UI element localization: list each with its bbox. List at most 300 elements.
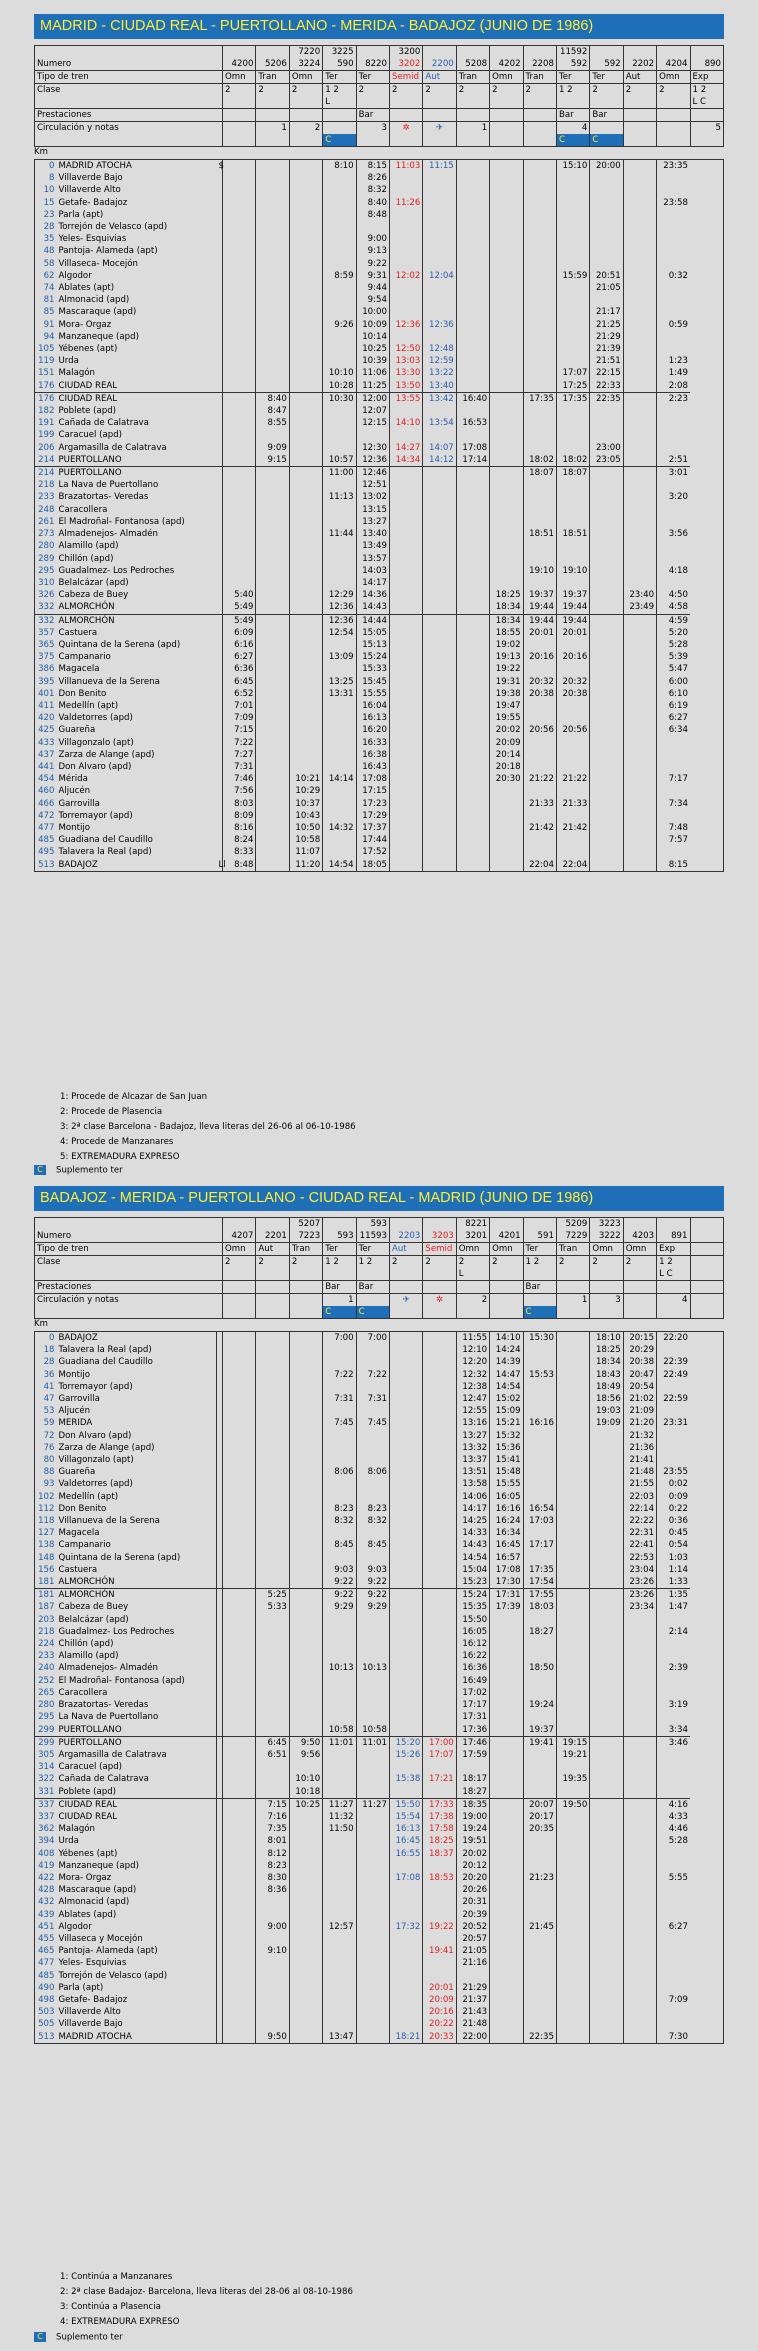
km-cell: 265 [38, 1687, 55, 1698]
time-cell [256, 737, 289, 749]
time-cell [556, 245, 589, 257]
time-cell: 16:05 [490, 1491, 523, 1503]
time-cell [657, 209, 690, 221]
time-cell [223, 1552, 256, 1564]
time-cell [523, 712, 556, 724]
time-cell [223, 1848, 256, 1860]
time-cell [389, 1786, 422, 1799]
time-cell [657, 1381, 690, 1393]
time-cell [256, 160, 289, 173]
time-cell [623, 627, 656, 639]
km-cell: 93 [43, 1479, 55, 1490]
time-cell [289, 1576, 322, 1589]
time-cell [356, 1675, 389, 1687]
time-cell: 14:03 [356, 565, 389, 577]
time-cell [456, 565, 489, 577]
num2-cell: 4203 [623, 1230, 656, 1243]
circ-cell: 4 [657, 1294, 690, 1307]
time-cell: 16:20 [356, 724, 389, 736]
time-cell [623, 1933, 656, 1945]
prest-cell [523, 109, 556, 122]
time-cell [556, 1711, 589, 1723]
time-cell [423, 663, 456, 675]
time-cell: 10:58 [289, 834, 322, 846]
time-cell [423, 1356, 456, 1368]
time-cell [289, 601, 322, 614]
time-cell [623, 810, 656, 822]
time-cell [389, 1527, 422, 1539]
time-cell [623, 294, 656, 306]
km-cell: 419 [38, 1860, 55, 1871]
time-cell [389, 1503, 422, 1515]
time-cell [423, 294, 456, 306]
time-cell [389, 172, 422, 184]
km-cell: 331 [38, 1786, 55, 1797]
table-row [35, 1430, 724, 1442]
station-name: Cañada de Calatrava [58, 418, 149, 429]
time-cell [223, 405, 256, 417]
time-cell: 18:34 [490, 614, 523, 627]
time-cell: 5:39 [657, 651, 690, 663]
clase2-cell [223, 96, 256, 109]
time-cell [356, 1650, 389, 1662]
km-cell: 332 [35, 614, 57, 627]
circ-cell [289, 1294, 322, 1307]
circ2-cell [690, 134, 724, 147]
time-cell: 20:02 [490, 724, 523, 736]
time-cell: 0:54 [657, 1539, 690, 1551]
time-cell: 12:02 [389, 270, 422, 282]
time-cell [423, 516, 456, 528]
time-cell [556, 1650, 589, 1662]
time-cell: 17:46 [456, 1736, 489, 1749]
time-cell [490, 1711, 523, 1723]
num2-cell: 591 [523, 1230, 556, 1243]
time-cell [590, 258, 623, 270]
time-cell [556, 417, 589, 429]
time-cell [389, 282, 422, 294]
time-cell [256, 712, 289, 724]
station-name: Villanueva de la Serena [58, 1516, 160, 1527]
station-name: Parla (apt) [58, 209, 104, 220]
time-cell: 19:50 [556, 1798, 589, 1811]
time-cell [423, 197, 456, 209]
time-cell [423, 1381, 456, 1393]
station-name: Manzaneque (apd) [58, 1860, 139, 1871]
time-cell [223, 1478, 256, 1490]
time-cell [423, 724, 456, 736]
station-name: Villaseca y Mocejón [58, 1933, 143, 1944]
time-cell [323, 1711, 356, 1723]
time-cell [356, 1430, 389, 1442]
time-cell [523, 1442, 556, 1454]
time-cell: 15:50 [389, 1798, 422, 1811]
station-name: Yébenes (apt) [58, 1848, 118, 1859]
station-name: Cabeza de Buey [58, 1602, 129, 1613]
time-cell [256, 1430, 289, 1442]
time-cell [523, 504, 556, 516]
time-cell: 8:47 [256, 405, 289, 417]
time-cell [623, 331, 656, 343]
station-name: Guadiana del Caudillo [58, 835, 153, 846]
time-cell [590, 1921, 623, 1933]
time-cell [223, 467, 256, 480]
time-cell: 19:51 [456, 1835, 489, 1847]
time-cell [657, 1405, 690, 1417]
time-cell [289, 1884, 322, 1896]
time-cell [256, 184, 289, 196]
table-row [35, 209, 724, 221]
time-cell [323, 1933, 356, 1945]
station-name: Valdetorres (apd) [58, 1479, 133, 1490]
station-name: Villagonzalo (apt) [58, 1455, 134, 1466]
table-row [35, 1576, 724, 1589]
time-cell: 23:26 [623, 1589, 656, 1602]
time-cell [256, 1626, 289, 1638]
time-cell [590, 1638, 623, 1650]
time-cell [389, 639, 422, 651]
time-cell [556, 785, 589, 797]
time-cell: 20:56 [523, 724, 556, 736]
km-cell: 18 [43, 1345, 55, 1356]
time-cell [423, 565, 456, 577]
clase-cell: 2 [456, 84, 489, 97]
station-name: Talavera la Real (apd) [58, 847, 152, 858]
time-cell: 23:58 [657, 197, 690, 209]
table-row [35, 1945, 724, 1957]
station-name: Villaverde Alto [58, 185, 121, 196]
header-row-label: Circulación y notas [37, 1295, 119, 1305]
num2-cell: 2203 [389, 1230, 422, 1243]
clase-cell: 2 [490, 1256, 523, 1269]
station-name: Argamasilla de Calatrava [58, 442, 167, 453]
time-cell: 11:03 [389, 160, 422, 173]
time-cell: 5:49 [223, 614, 256, 627]
time-cell [490, 516, 523, 528]
time-cell: 11:06 [356, 367, 389, 379]
time-cell [423, 1626, 456, 1638]
time-cell [623, 160, 656, 173]
time-cell [623, 614, 656, 627]
time-cell [356, 1405, 389, 1417]
time-cell [623, 1711, 656, 1723]
time-cell [523, 1478, 556, 1490]
km-cell: 299 [35, 1736, 57, 1749]
time-cell [289, 1909, 322, 1921]
time-cell: 8:48 [223, 859, 256, 872]
time-cell [423, 589, 456, 601]
time-cell [256, 1970, 289, 1982]
clase2-cell [423, 96, 456, 109]
time-cell [423, 1417, 456, 1429]
num2-cell: 3222 [590, 1230, 623, 1243]
time-cell [657, 1933, 690, 1945]
time-cell [423, 627, 456, 639]
time-cell [623, 1835, 656, 1847]
time-cell [223, 1773, 256, 1785]
time-cell [523, 319, 556, 331]
time-cell [423, 1662, 456, 1674]
time-cell [556, 834, 589, 846]
km-cell: 233 [38, 492, 55, 503]
time-cell [456, 589, 489, 601]
circ-cell [690, 1294, 724, 1307]
time-cell [256, 663, 289, 675]
station-name: Malagón [58, 1824, 95, 1835]
time-cell [556, 319, 589, 331]
clase2-cell [590, 1268, 623, 1281]
clase2-cell [323, 1268, 356, 1281]
table-row [35, 1896, 724, 1908]
time-cell [523, 761, 556, 773]
time-cell [623, 233, 656, 245]
time-cell [623, 454, 656, 467]
note-item: 4: EXTREMADURA EXPRESO [60, 2317, 180, 2327]
time-cell: 3:19 [657, 1699, 690, 1711]
time-cell [523, 1909, 556, 1921]
time-cell [623, 1798, 656, 1811]
time-cell [289, 282, 322, 294]
time-cell [590, 1749, 623, 1761]
time-cell [256, 1442, 289, 1454]
time-cell: 21:41 [623, 1454, 656, 1466]
time-cell [323, 1687, 356, 1699]
time-cell [590, 1896, 623, 1908]
time-cell [590, 565, 623, 577]
time-cell [590, 294, 623, 306]
time-cell: 10:25 [356, 343, 389, 355]
time-cell [523, 429, 556, 441]
circ2-cell: C [356, 1306, 389, 1319]
station-name: Montijo [58, 822, 91, 833]
time-cell [657, 761, 690, 773]
km-cell: 48 [43, 246, 55, 257]
table-row [35, 846, 724, 858]
time-cell [490, 846, 523, 858]
time-cell [556, 331, 589, 343]
clase-cell: 2 [223, 84, 256, 97]
num2-cell: 891 [657, 1230, 690, 1243]
time-cell: 17:15 [356, 785, 389, 797]
time-cell [289, 319, 322, 331]
time-cell [523, 172, 556, 184]
clase-cell: 2 [657, 84, 690, 97]
time-cell [456, 822, 489, 834]
time-cell [256, 1405, 289, 1417]
num2-cell: 593 [323, 1230, 356, 1243]
time-cell [590, 627, 623, 639]
time-cell [423, 577, 456, 589]
table-row [35, 1601, 724, 1613]
time-cell: 19:10 [556, 565, 589, 577]
time-cell [523, 1466, 556, 1478]
time-cell [389, 1369, 422, 1381]
km-cell: 199 [38, 430, 55, 441]
time-cell [623, 1823, 656, 1835]
time-cell: 9:03 [323, 1564, 356, 1576]
time-cell: 19:09 [590, 1417, 623, 1429]
prest-cell [456, 109, 489, 122]
time-cell: 15:38 [389, 1773, 422, 1785]
time-cell: 13:02 [356, 491, 389, 503]
time-cell [389, 859, 422, 872]
time-cell [423, 859, 456, 872]
time-cell: 17:08 [356, 773, 389, 785]
num1-cell: 5207 [289, 1218, 322, 1231]
legend [34, 1165, 123, 1176]
time-cell [423, 209, 456, 221]
time-cell [389, 565, 422, 577]
time-cell [590, 663, 623, 675]
time-cell [256, 785, 289, 797]
time-cell: 16:45 [490, 1539, 523, 1551]
km-cell: 401 [38, 688, 55, 699]
km-cell: 156 [38, 1564, 55, 1575]
time-cell [623, 405, 656, 417]
time-cell [289, 343, 322, 355]
table-row [35, 577, 724, 589]
time-cell: 21:23 [523, 1872, 556, 1884]
time-cell [256, 834, 289, 846]
circ2-cell [356, 134, 389, 147]
station-mark: Ll [218, 859, 226, 870]
station-name: MADRID ATOCHA [58, 2031, 132, 2042]
time-cell [456, 294, 489, 306]
km-cell: 498 [38, 1994, 55, 2005]
time-cell [423, 1933, 456, 1945]
time-cell: 16:16 [490, 1503, 523, 1515]
time-cell [556, 1626, 589, 1638]
clase-cell: 2 [423, 84, 456, 97]
circ2-cell [623, 1306, 656, 1319]
time-cell: 8:45 [323, 1539, 356, 1551]
table-row [35, 2006, 724, 2018]
time-cell: 23:00 [590, 442, 623, 454]
time-cell [590, 1957, 623, 1969]
time-cell [423, 306, 456, 318]
time-cell [323, 429, 356, 441]
time-cell [590, 504, 623, 516]
time-cell: 20:01 [423, 1982, 456, 1994]
time-cell [423, 1466, 456, 1478]
table-row [35, 516, 724, 528]
time-cell: 15:35 [456, 1601, 489, 1613]
time-cell [223, 319, 256, 331]
km-cell: 118 [38, 1516, 55, 1527]
num1-cell: 5209 [556, 1218, 589, 1231]
ter-supplement-icon: C [34, 2332, 46, 2342]
time-cell [490, 822, 523, 834]
time-cell: 6:27 [223, 651, 256, 663]
time-cell [623, 282, 656, 294]
time-cell [323, 1835, 356, 1847]
time-cell [590, 1675, 623, 1687]
table-row [35, 184, 724, 196]
time-cell: 19:37 [523, 589, 556, 601]
station-name: Yébenes (apt) [58, 344, 118, 355]
num2-cell: 3203 [423, 1230, 456, 1243]
time-cell: 15:55 [490, 1478, 523, 1490]
num2-cell: 4202 [490, 58, 523, 71]
time-cell [289, 209, 322, 221]
time-cell [289, 429, 322, 441]
circ2-cell [456, 1306, 489, 1319]
km-cell: 465 [38, 1946, 55, 1957]
time-cell [623, 724, 656, 736]
time-cell [556, 1724, 589, 1737]
table-row [35, 1515, 724, 1527]
time-cell [556, 1957, 589, 1969]
station-name: Alamillo (apd) [58, 541, 119, 552]
time-cell [389, 209, 422, 221]
time-cell [623, 1909, 656, 1921]
table-row [35, 1811, 724, 1823]
station-name: Torremayor (apd) [58, 1381, 133, 1392]
time-cell: 0:02 [657, 1478, 690, 1490]
time-cell: 16:49 [456, 1675, 489, 1687]
time-cell [223, 355, 256, 367]
clase2-cell [490, 96, 523, 109]
time-cell: 10:18 [289, 1786, 322, 1799]
prest-cell [657, 109, 690, 122]
station-name: Campanario [58, 652, 111, 663]
time-cell [423, 798, 456, 810]
table-row [35, 773, 724, 785]
circ2-cell: C [556, 134, 589, 147]
time-cell [556, 1614, 589, 1626]
time-cell [556, 1491, 589, 1503]
time-cell [590, 798, 623, 810]
time-cell [456, 516, 489, 528]
time-cell: 17:07 [423, 1749, 456, 1761]
time-cell [389, 2006, 422, 2018]
km-cell: 214 [35, 467, 57, 480]
table-row [35, 1823, 724, 1835]
table-row [35, 676, 724, 688]
time-cell [623, 355, 656, 367]
time-cell [356, 1945, 389, 1957]
time-cell: 7:22 [223, 737, 256, 749]
time-cell: 0:09 [657, 1491, 690, 1503]
time-cell [523, 197, 556, 209]
km-cell: 8 [49, 173, 55, 184]
time-cell [356, 2031, 389, 2044]
time-cell [523, 306, 556, 318]
time-cell [223, 1711, 256, 1723]
km-cell: 218 [38, 1626, 55, 1637]
km-cell: 299 [38, 1724, 55, 1735]
km-cell: 53 [43, 1406, 55, 1417]
station-name: Quintana de la Serena (apd) [58, 1552, 181, 1563]
time-cell: 8:03 [223, 798, 256, 810]
time-cell [623, 1650, 656, 1662]
time-cell [223, 577, 256, 589]
station-name: BADAJOZ [58, 1333, 98, 1343]
time-cell: 22:31 [623, 1527, 656, 1539]
time-cell [590, 773, 623, 785]
time-cell [657, 479, 690, 491]
time-cell [256, 367, 289, 379]
time-cell [323, 1356, 356, 1368]
time-cell [456, 528, 489, 540]
time-cell: 13:40 [423, 380, 456, 393]
time-cell [423, 601, 456, 614]
time-cell [389, 258, 422, 270]
time-cell: 22:04 [556, 859, 589, 872]
time-cell [657, 785, 690, 797]
time-cell [657, 221, 690, 233]
time-cell [356, 1491, 389, 1503]
